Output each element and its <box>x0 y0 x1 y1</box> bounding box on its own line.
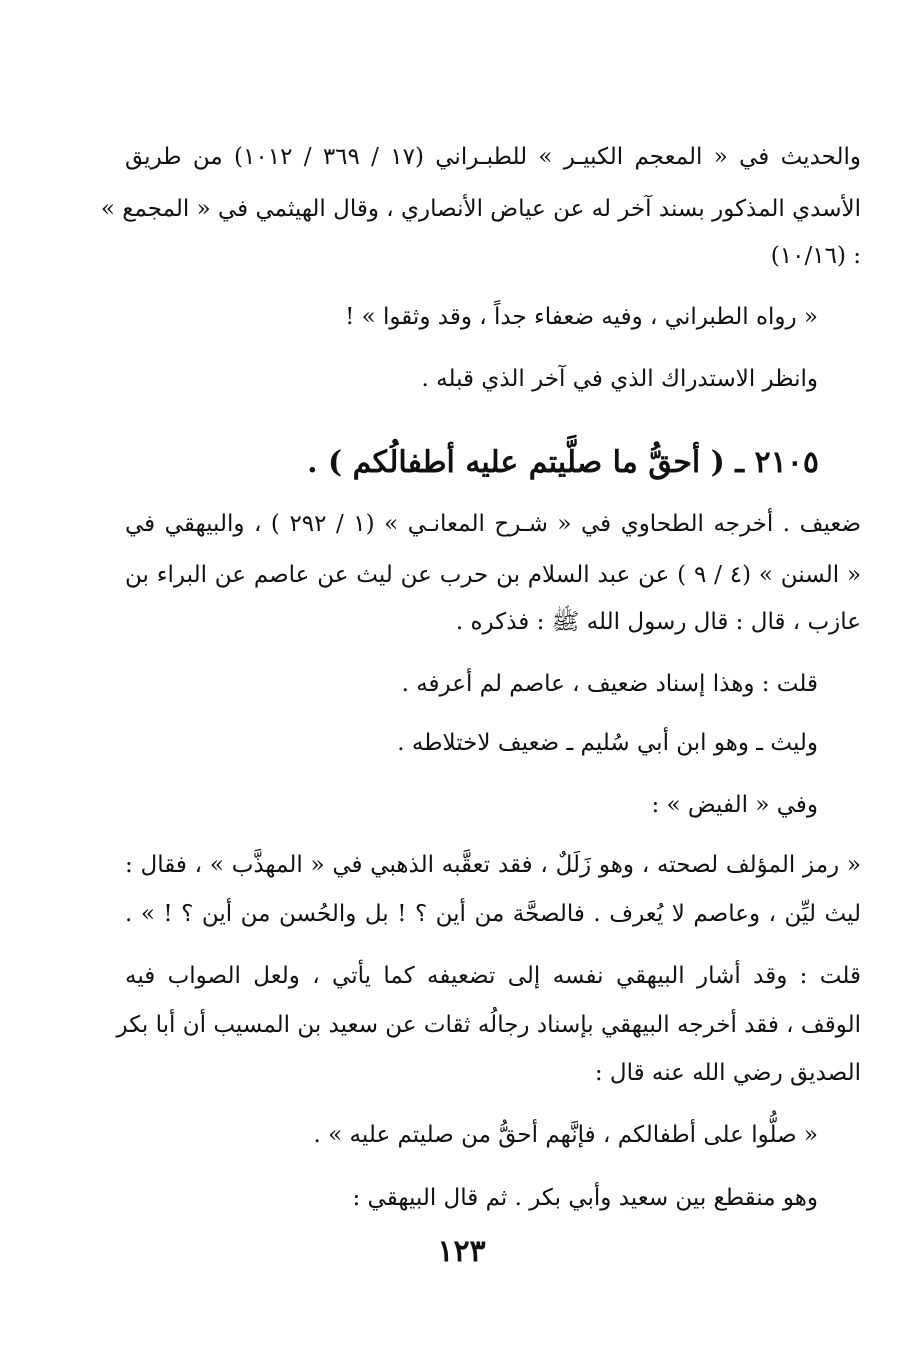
paragraph-line: الأسدي المذكور بسند آخر له عن عياض الأنصاري ، وقال الهيثمي في « المجمع » <box>100 196 861 222</box>
paragraph-line: ضعيف . أخرجه الطحاوي في « شـرح المعانـي » (١ / ٢٩٢ ) ، والبيهقي في <box>125 511 862 537</box>
paragraph-line: وفي « الفيض » : <box>651 792 818 818</box>
paragraph-line: الوقف ، فقد أخرجه البيهقي بإسناد رجالُه ثقات عن سعيد بن المسيب أن أبا بكر <box>116 1012 861 1038</box>
paragraph-line: قلت : وقد أشار البيهقي نفسه إلى تضعيفه كما يأتي ، ولعل الصواب فيه <box>125 963 861 989</box>
paragraph-line: وهو منقطع بين سعيد وأبي بكر . ثم قال البيهقي : <box>352 1185 818 1211</box>
page-number: ١٢٣ <box>437 1234 486 1269</box>
paragraph-line: « السنن » (٤ / ٩ ) عن عبد السلام بن حرب عن ليث عن عاصم عن البراء بن <box>125 562 862 588</box>
paragraph-line: عازب ، قال : قال رسول الله ﷺ : فذكره . <box>455 609 861 635</box>
quotation: « رواه الطبراني ، وفيه ضعفاء جداً ، وقد وثقوا » ! <box>345 304 818 330</box>
paragraph-line: وليث ـ وهو ابن أبي سُليم ـ ضعيف لاختلاطه . <box>397 730 818 756</box>
paragraph-line: (١٠/١٦) : <box>770 243 861 269</box>
paragraph-line: والحديث في « المعجم الكبيـر » للطبـراني (١٧ / ٣٦٩ / ١٠١٢) من طريق <box>125 144 862 170</box>
quotation-line: ليث ليِّن ، وعاصم لا يُعرف . فالصحَّة من أين ؟ ! بل والحُسن من أين ؟ ! » . <box>125 901 861 927</box>
hadith-heading: ٢١٠٥ ـ ( أحقُّ ما صلَّيتم عليه أطفالُكم ) . <box>307 445 819 480</box>
cross-reference-note: وانظر الاستدراك الذي في آخر الذي قبله . <box>421 366 818 392</box>
quotation: « صلُّوا على أطفالكم ، فإنَّهم أحقُّ من صليتم عليه » . <box>313 1122 818 1148</box>
paragraph-line: الصديق رضي الله عنه قال : <box>594 1060 861 1086</box>
quotation-line: « رمز المؤلف لصحته ، وهو زَلَلٌ ، فقد تعقَّبه الذهبي في « المهذَّب » ، فقال : <box>125 852 861 878</box>
paragraph-line: قلت : وهذا إسناد ضعيف ، عاصم لم أعرفه . <box>401 671 818 697</box>
